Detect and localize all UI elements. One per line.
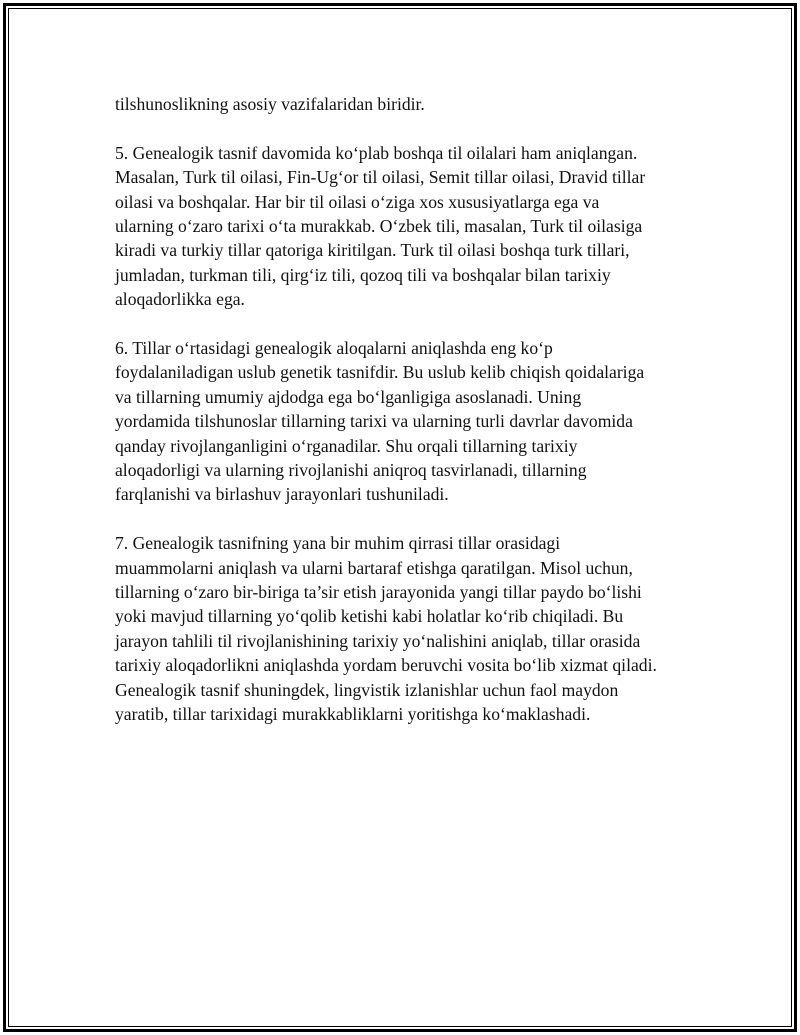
text-line: tilshunoslikning asosiy vazifalaridan biridir. [115,94,425,114]
text-line: oilasi va boshqalar. Har bir til oilasi o‘ziga xos xususiyatlarga ega va [115,191,600,212]
paragraph-6 [115,336,705,507]
text-line: kiradi va turkiy tillar qatoriga kiritilgan. Turk til oilasi boshqa turk tillari, [115,240,630,261]
text-line: Genealogik tasnif shuningdek, lingvistik izlanishlar uchun faol maydon [115,679,619,700]
text-line: foydalaniladigan uslub genetik tasnifdir. Bu uslub kelib chiqish qoidalariga [115,362,645,383]
paragraph-7 [115,531,705,726]
text-line: aloqadorlikka ega. [115,289,245,310]
text-line: tarixiy aloqadorlikni aniqlashda yordam beruvchi vosita bo‘lib xizmat qiladi. [115,655,657,676]
text-line: muammolarni aniqlash va ularni bartaraf etishga qaratilgan. Misol uchun, [115,557,633,578]
text-line: Masalan, Turk til oilasi, Fin-Ug‘or til oilasi, Semit tillar oilasi, Dravid tillar [115,167,646,188]
text-line: ularning o‘zaro tarixi o‘ta murakkab. O‘zbek tili, masalan, Turk til oilasiga [115,216,643,237]
text-line: tillarning o‘zaro bir-biriga ta’sir etish jarayonida yangi tillar paydo bo‘lishi [115,582,642,603]
text-line: qanday rivojlanganligini o‘rganadilar. Shu orqali tillarning tarixiy [115,435,578,456]
text-line: yoki mavjud tillarning yo‘qolib ketishi kabi holatlar ko‘rib chiqiladi. Bu [115,606,624,627]
text-line: aloqadorligi va ularning rivojlanishi aniqroq tasvirlanadi, tillarning [115,460,587,481]
text-line: va tillarning umumiy ajdodga ega bo‘lganligiga asoslanadi. Uning [115,386,582,407]
text-line: yaratib, tillar tarixidagi murakkabliklarni yoritishga ko‘maklashadi. [115,704,591,725]
text-line: 7. Genealogik tasnifning yana bir muhim qirrasi tillar orasidagi [115,533,561,554]
document-body [115,92,705,751]
paragraph-intro-continuation [115,92,705,116]
text-line: farqlanishi va birlashuv jarayonlari tushuniladi. [115,484,449,505]
text-line: 6. Tillar o‘rtasidagi genealogik aloqalarni aniqlashda eng ko‘p [115,338,553,359]
paragraph-5 [115,141,705,312]
text-line: jarayon tahlili til rivojlanishining tarixiy yo‘nalishini aniqlab, tillar orasida [115,630,641,651]
text-line: 5. Genealogik tasnif davomida ko‘plab boshqa til oilalari ham aniqlangan. [115,142,638,163]
text-line: yordamida tilshunoslar tillarning tarixi va ularning turli davrlar davomida [115,411,633,432]
text-line: jumladan, turkman tili, qirg‘iz tili, qozoq tili va boshqalar bilan tarixiy [115,264,611,285]
